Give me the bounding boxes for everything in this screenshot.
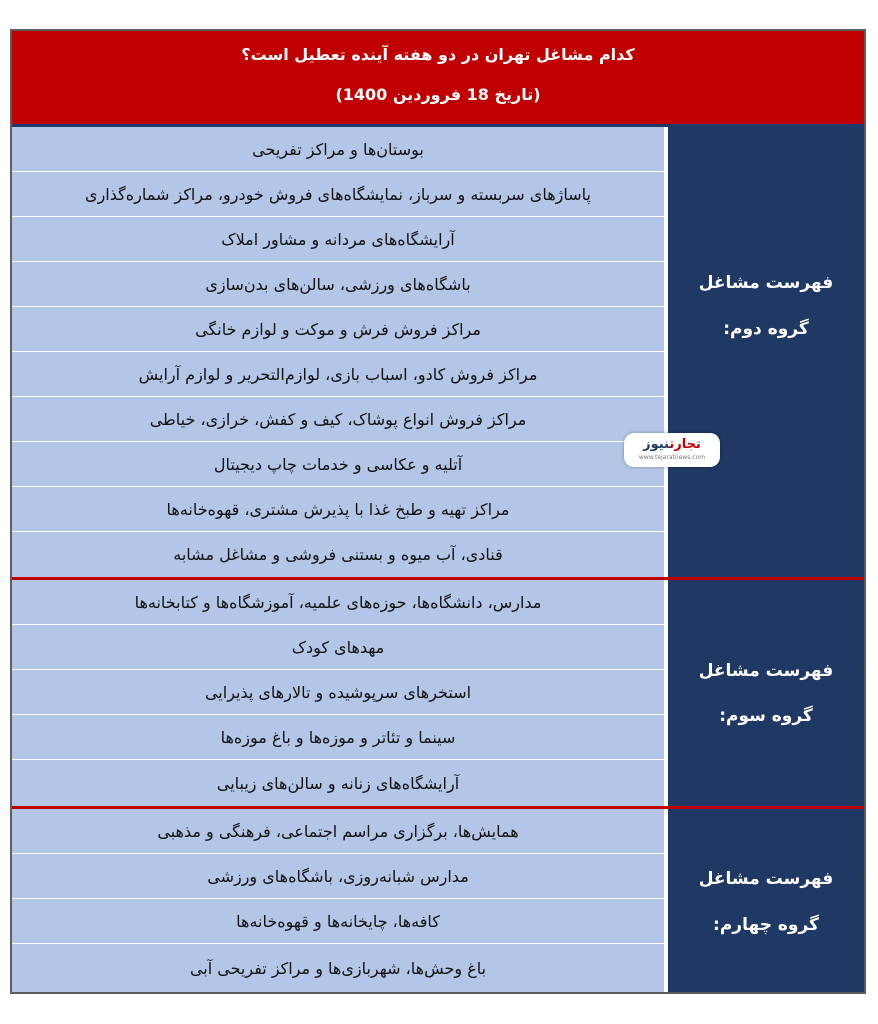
list-item: استخرهای سرپوشیده و تالارهای پذیرایی bbox=[12, 670, 664, 715]
list-item: آرایشگاه‌های زنانه و سالن‌های زیبایی bbox=[12, 760, 664, 806]
list-item: کافه‌ها، چایخانه‌ها و قهوه‌خانه‌ها bbox=[12, 899, 664, 944]
list-item: آرایشگاه‌های مردانه و مشاور املاک bbox=[12, 217, 664, 262]
watermark-name-part2: نیوز bbox=[643, 437, 670, 452]
list-item: قنادی، آب میوه و بستنی فروشی و مشاغل مشابه bbox=[12, 532, 664, 577]
group-label-line1: فهرست مشاغل bbox=[698, 661, 834, 681]
list-item: پاساژهای سربسته و سرباز، نمایشگاه‌های فروش خودرو، مراکز شماره‌گذاری bbox=[12, 172, 664, 217]
group-label bbox=[668, 580, 864, 806]
list-item: مدارس، دانشگاه‌ها، حوزه‌های علمیه، آموزشگاه‌ها و کتابخانه‌ها bbox=[12, 580, 664, 625]
group-second bbox=[12, 127, 864, 577]
list-item: مراکز فروش انواع پوشاک، کیف و کفش، خرازی، خیاطی bbox=[12, 397, 664, 442]
list-item: مراکز فروش کادو، اسباب بازی، لوازم‌التحریر و لوازم آرایش bbox=[12, 352, 664, 397]
group-items bbox=[12, 580, 664, 806]
watermark-name-part1: تجارت bbox=[669, 437, 701, 452]
list-item: همایش‌ها، برگزاری مراسم اجتماعی، فرهنگی و مذهبی bbox=[12, 809, 664, 854]
list-item: سینما و تئاتر و موزه‌ها و باغ موزه‌ها bbox=[12, 715, 664, 760]
info-table bbox=[10, 29, 866, 994]
table-header bbox=[12, 31, 864, 124]
group-label-line2: گروه دوم: bbox=[723, 319, 809, 339]
watermark-url: www.tejaratnews.com bbox=[638, 454, 706, 461]
list-item: آتلیه و عکاسی و خدمات چاپ دیجیتال bbox=[12, 442, 664, 487]
list-item: باشگاه‌های ورزشی، سالن‌های بدن‌سازی bbox=[12, 262, 664, 307]
list-item: مهدهای کودک bbox=[12, 625, 664, 670]
list-item: مراکز فروش فرش و موکت و لوازم خانگی bbox=[12, 307, 664, 352]
group-fourth bbox=[12, 809, 864, 992]
group-label-line1: فهرست مشاغل bbox=[698, 869, 834, 889]
list-item: بوستان‌ها و مراکز تفریحی bbox=[12, 127, 664, 172]
list-item: باغ وحش‌ها، شهربازی‌ها و مراکز تفریحی آبی bbox=[12, 944, 664, 992]
table-subtitle: (تاریخ 18 فروردین 1400) bbox=[335, 85, 541, 104]
list-item: مدارس شبانه‌روزی، باشگاه‌های ورزشی bbox=[12, 854, 664, 899]
watermark-name bbox=[624, 436, 720, 454]
list-item: مراکز تهیه و طبخ غذا با پذیرش مشتری، قهوه‌خانه‌ها bbox=[12, 487, 664, 532]
group-items bbox=[12, 809, 664, 992]
watermark-logo bbox=[624, 433, 720, 467]
group-items bbox=[12, 127, 664, 577]
group-label bbox=[668, 127, 864, 577]
table-title: کدام مشاغل تهران در دو هفته آینده تعطیل است؟ bbox=[241, 45, 635, 64]
group-label-line2: گروه سوم: bbox=[719, 706, 813, 726]
group-third bbox=[12, 580, 864, 806]
group-label-line2: گروه چهارم: bbox=[713, 915, 819, 935]
group-label bbox=[668, 809, 864, 992]
group-label-line1: فهرست مشاغل bbox=[698, 273, 834, 293]
